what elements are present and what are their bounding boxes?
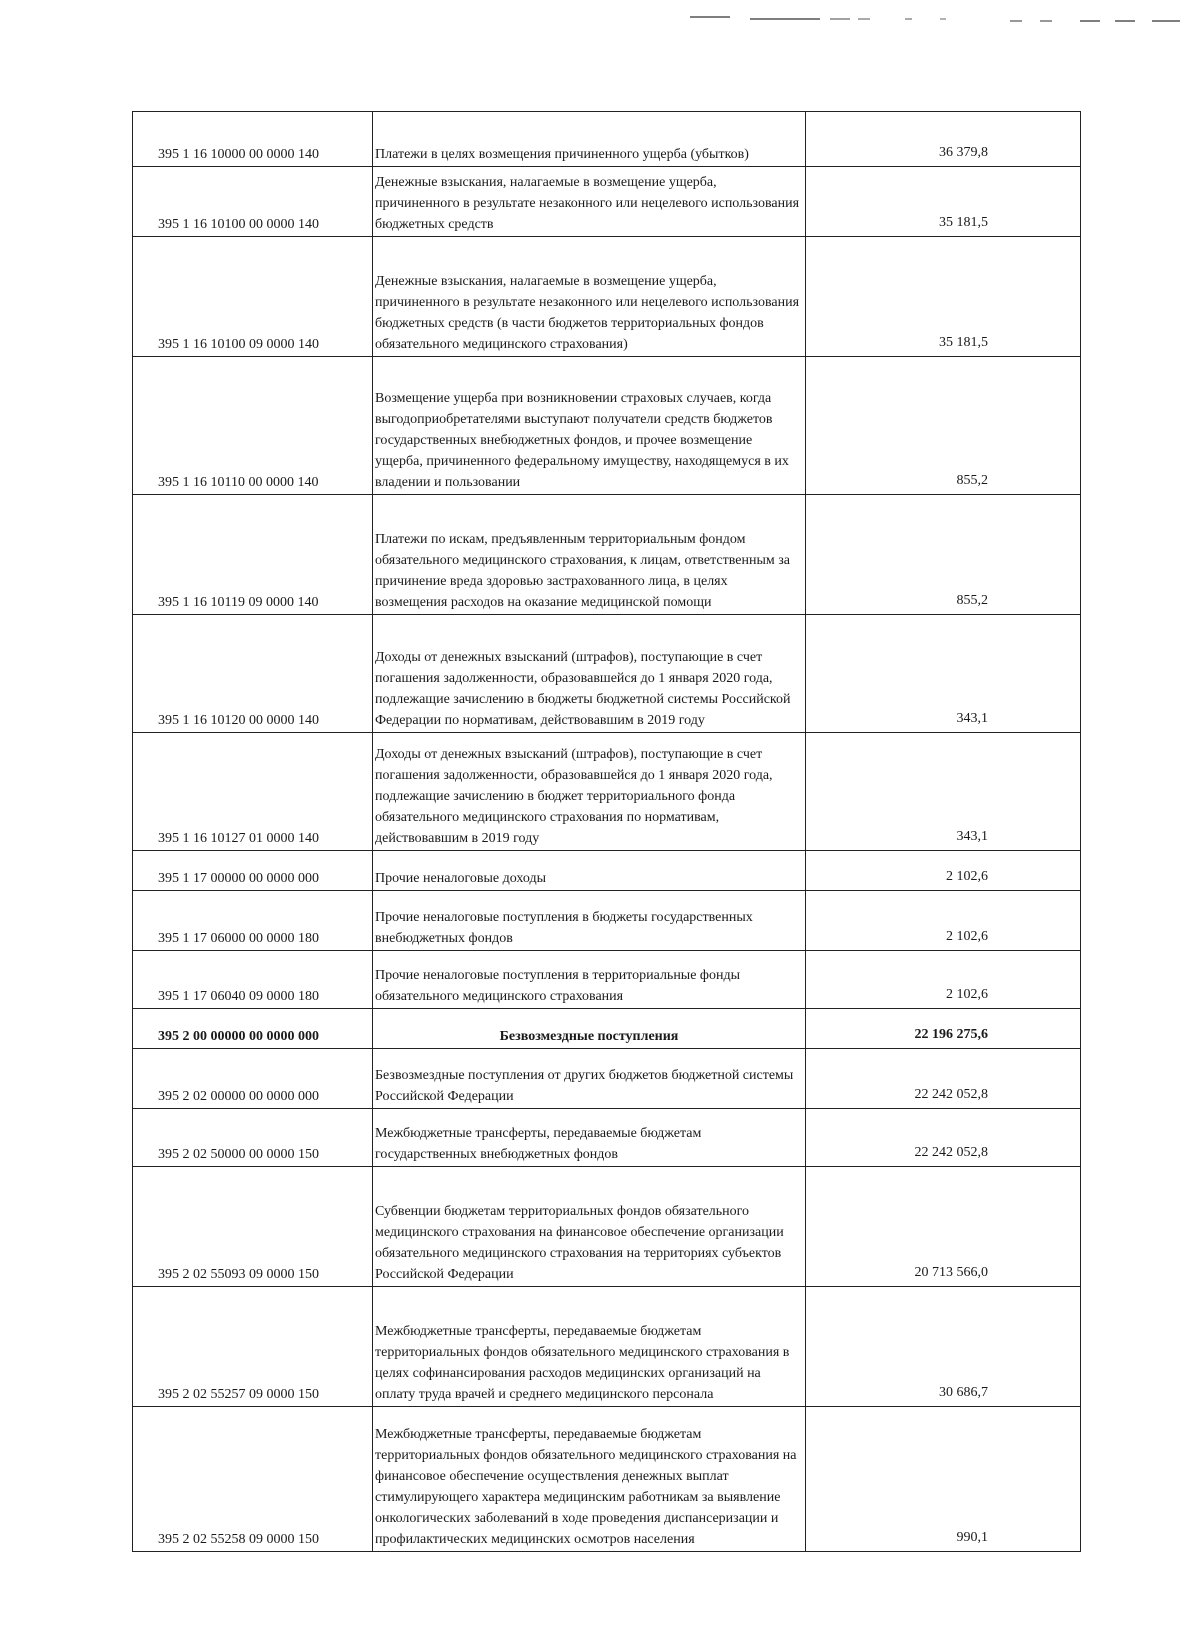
table-row-section-total xyxy=(133,1009,1081,1049)
table-row xyxy=(133,237,1081,357)
classification-code: 395 1 16 10000 00 0000 140 xyxy=(133,112,373,167)
revenue-description: Доходы от денежных взысканий (штрафов), поступающие в счет погашения задолженности, образовавшейся до 1 января 2020 года, подлежащие зачислению в бюджет территориального фонда обязательного медицинского страхования по нормативам, действовавшим в 2019 году xyxy=(373,733,806,851)
revenue-description: Доходы от денежных взысканий (штрафов), поступающие в счет погашения задолженности, образовавшейся до 1 января 2020 года, подлежащие зачислению в бюджеты бюджетной системы Российской Федерации по нормативам, действовавшим в 2019 году xyxy=(373,615,806,733)
revenue-description: Прочие неналоговые поступления в территориальные фонды обязательного медицинского страхования xyxy=(373,951,806,1009)
revenue-description: Платежи в целях возмещения причиненного ущерба (убытков) xyxy=(373,112,806,167)
revenue-amount: 30 686,7 xyxy=(806,1287,1081,1407)
table-row xyxy=(133,851,1081,891)
table-row xyxy=(133,1167,1081,1287)
table-row xyxy=(133,1407,1081,1552)
table-row xyxy=(133,167,1081,237)
revenue-description: Субвенции бюджетам территориальных фондов обязательного медицинского страхования на финансовое обеспечение организации обязательного медицинского страхования на территориях субъектов Российской Федерации xyxy=(373,1167,806,1287)
revenue-description: Прочие неналоговые доходы xyxy=(373,851,806,891)
revenue-amount: 35 181,5 xyxy=(806,167,1081,237)
revenue-description: Платежи по искам, предъявленным территориальным фондом обязательного медицинского страхования, к лицам, ответственным за причинение вреда здоровью застрахованного лица, в целях возмещения расходов на оказание медицинской помощи xyxy=(373,495,806,615)
classification-code: 395 1 16 10100 09 0000 140 xyxy=(133,237,373,357)
table-row xyxy=(133,1287,1081,1407)
revenue-amount: 22 242 052,8 xyxy=(806,1109,1081,1167)
classification-code: 395 2 02 00000 00 0000 000 xyxy=(133,1049,373,1109)
revenue-amount: 855,2 xyxy=(806,495,1081,615)
revenue-amount: 855,2 xyxy=(806,357,1081,495)
classification-code: 395 1 17 06040 09 0000 180 xyxy=(133,951,373,1009)
classification-code: 395 2 02 50000 00 0000 150 xyxy=(133,1109,373,1167)
revenue-amount: 35 181,5 xyxy=(806,237,1081,357)
revenue-amount: 990,1 xyxy=(806,1407,1081,1552)
revenue-amount: 343,1 xyxy=(806,615,1081,733)
revenue-amount: 2 102,6 xyxy=(806,891,1081,951)
revenue-description: Межбюджетные трансферты, передаваемые бюджетам территориальных фондов обязательного медицинского страхования в целях софинансирования расходов медицинских организаций на оплату труда врачей и среднего медицинского персонала xyxy=(373,1287,806,1407)
classification-code: 395 2 02 55093 09 0000 150 xyxy=(133,1167,373,1287)
table-row xyxy=(133,1049,1081,1109)
table-row xyxy=(133,495,1081,615)
budget-revenue-table xyxy=(132,111,1081,1552)
classification-code: 395 1 17 00000 00 0000 000 xyxy=(133,851,373,891)
classification-code: 395 2 02 55257 09 0000 150 xyxy=(133,1287,373,1407)
revenue-amount: 20 713 566,0 xyxy=(806,1167,1081,1287)
budget-revenue-table-container xyxy=(132,111,1080,1552)
classification-code: 395 1 16 10110 00 0000 140 xyxy=(133,357,373,495)
table-row xyxy=(133,357,1081,495)
revenue-amount: 36 379,8 xyxy=(806,112,1081,167)
revenue-description: Денежные взыскания, налагаемые в возмещение ущерба, причиненного в результате незаконного или нецелевого использования бюджетных средств (в части бюджетов территориальных фондов обязательного медицинского страхования) xyxy=(373,237,806,357)
revenue-amount: 343,1 xyxy=(806,733,1081,851)
revenue-description: Межбюджетные трансферты, передаваемые бюджетам территориальных фондов обязательного медицинского страхования на финансовое обеспечение осуществления денежных выплат стимулирующего характера медицинским работникам за выявление онкологических заболеваний в ходе проведения диспансеризации и профилактических медицинских осмотров населения xyxy=(373,1407,806,1552)
revenue-amount: 2 102,6 xyxy=(806,951,1081,1009)
table-row xyxy=(133,112,1081,167)
classification-code: 395 1 16 10119 09 0000 140 xyxy=(133,495,373,615)
classification-code: 395 1 16 10127 01 0000 140 xyxy=(133,733,373,851)
table-row xyxy=(133,1109,1081,1167)
scan-artifact-lines xyxy=(690,14,1190,24)
classification-code: 395 1 16 10100 00 0000 140 xyxy=(133,167,373,237)
classification-code: 395 1 16 10120 00 0000 140 xyxy=(133,615,373,733)
table-row xyxy=(133,891,1081,951)
revenue-description: Денежные взыскания, налагаемые в возмещение ущерба, причиненного в результате незаконного или нецелевого использования бюджетных средств xyxy=(373,167,806,237)
revenue-description: Возмещение ущерба при возникновении страховых случаев, когда выгодоприобретателями выступают получатели средств бюджетов государственных внебюджетных фондов, и прочее возмещение ущерба, причиненного федеральному имуществу, находящемуся в их владении и пользовании xyxy=(373,357,806,495)
revenue-amount: 2 102,6 xyxy=(806,851,1081,891)
table-row xyxy=(133,615,1081,733)
classification-code: 395 2 00 00000 00 0000 000 xyxy=(133,1009,373,1049)
table-row xyxy=(133,733,1081,851)
revenue-description: Межбюджетные трансферты, передаваемые бюджетам государственных внебюджетных фондов xyxy=(373,1109,806,1167)
revenue-amount: 22 242 052,8 xyxy=(806,1049,1081,1109)
revenue-description: Безвозмездные поступления xyxy=(373,1009,806,1049)
classification-code: 395 2 02 55258 09 0000 150 xyxy=(133,1407,373,1552)
classification-code: 395 1 17 06000 00 0000 180 xyxy=(133,891,373,951)
revenue-description: Безвозмездные поступления от других бюджетов бюджетной системы Российской Федерации xyxy=(373,1049,806,1109)
table-body xyxy=(133,112,1081,1552)
revenue-amount: 22 196 275,6 xyxy=(806,1009,1081,1049)
table-row xyxy=(133,951,1081,1009)
revenue-description: Прочие неналоговые поступления в бюджеты государственных внебюджетных фондов xyxy=(373,891,806,951)
